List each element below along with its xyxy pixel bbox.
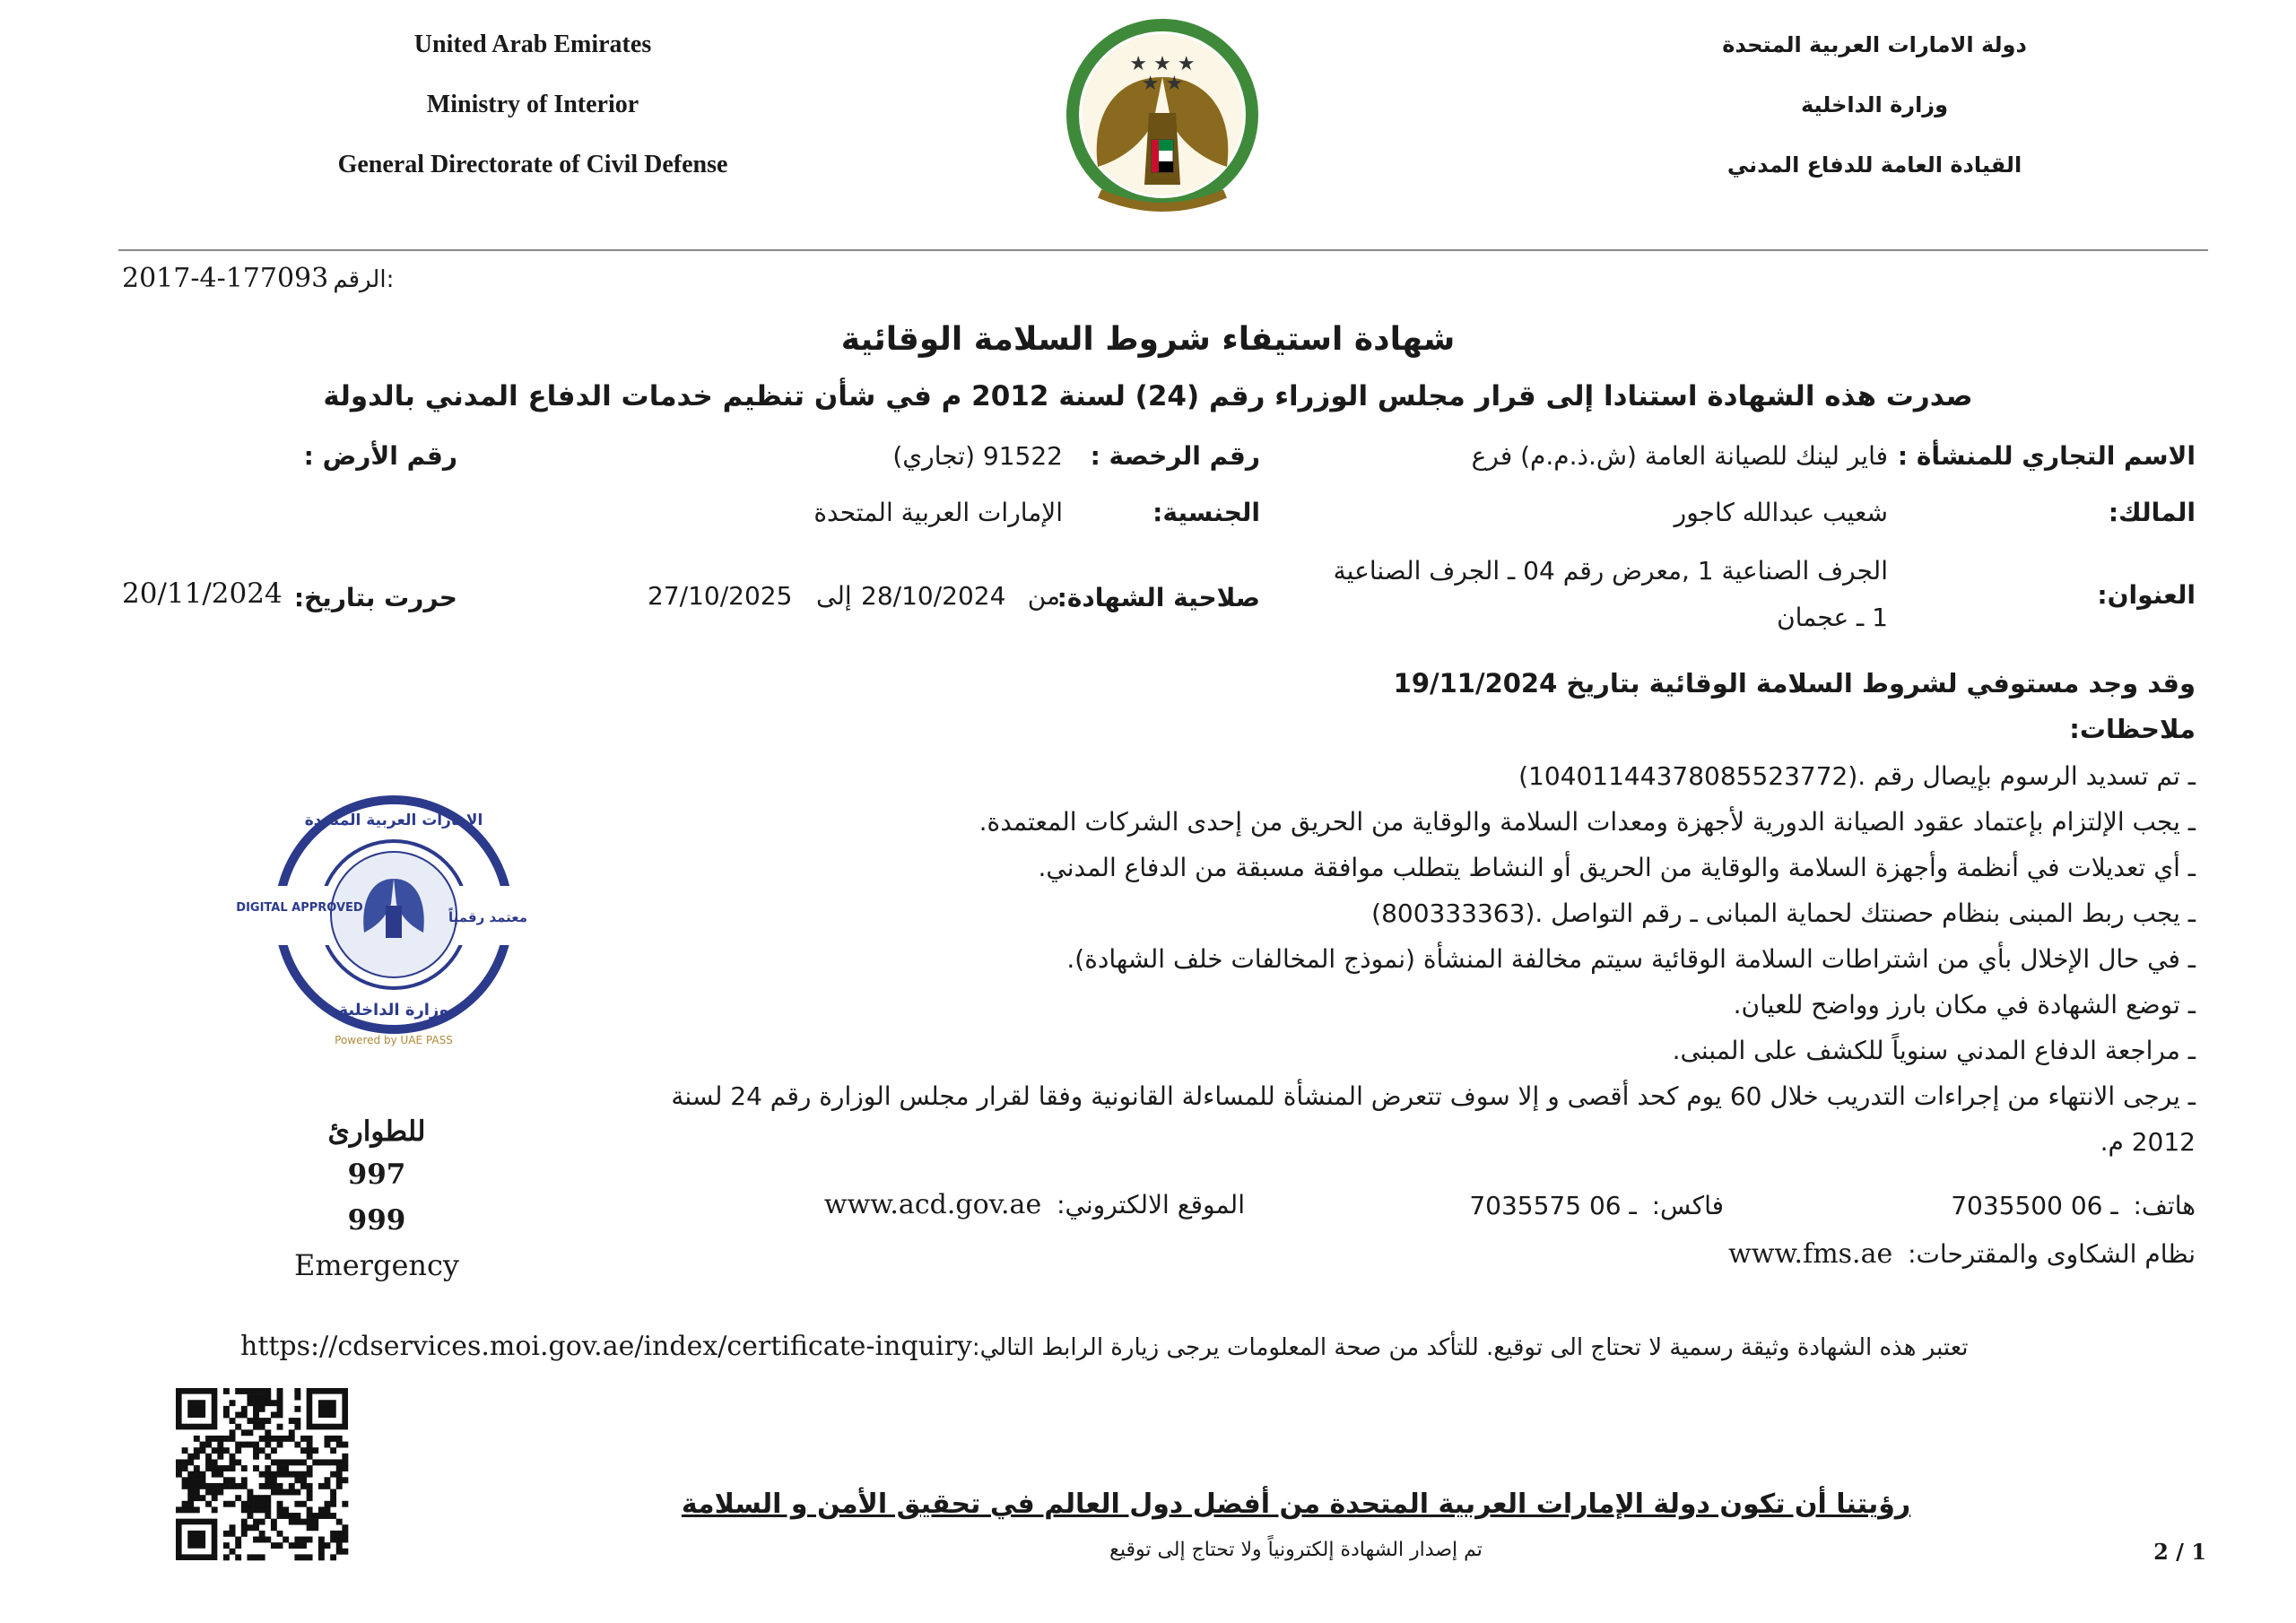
trade-name-label: الاسم التجاري للمنشأة : (1897, 441, 2196, 471)
note-item: ـ توضع الشهادة في مكان بارز وواضح للعيان. (1733, 990, 2196, 1020)
compliance-statement: وقد وجد مستوفي لشروط السلامة الوقائية بتاريخ 19/11/2024 (1393, 668, 2196, 699)
complaints (1728, 1238, 2196, 1270)
certificate-title: شهادة استيفاء شروط السلامة الوقائية (840, 321, 1456, 358)
issued-date-value: 20/11/2024 (122, 577, 283, 610)
note-item: ـ يجب الإلتزام بإعتماد عقود الصيانة الدورية لأجهزة ومعدات السلامة والوقاية من الحريق من إحدى الشركات المعتمدة. (978, 807, 2196, 837)
stamp-top-text: الإمارات العربية المتحدة (304, 812, 483, 829)
nationality-value: الإمارات العربية المتحدة (813, 498, 1063, 527)
license-number-label: رقم الرخصة : (1090, 441, 1260, 471)
note-item: ـ تم تسديد الرسوم بإيصال رقم .(10401144378085523772) (1518, 761, 2196, 791)
digital-approved-stamp (236, 789, 528, 1049)
reference-number (122, 263, 394, 294)
stamp-powered-text: Powered by UAE PASS (335, 1034, 453, 1046)
emergency-label-ar: للطوارئ (327, 1115, 426, 1148)
page-number: 2 / 1 (2153, 1539, 2206, 1565)
moi-emblem-logo (1064, 14, 1261, 230)
vision-text: رؤيتنا أن تكون دولة الإمارات العربية المتحدة من أفضل دول العالم في تحقيق الأمن و السلامة (681, 1488, 1911, 1520)
phone-value: 7035500 ـ 06 (1951, 1191, 2118, 1220)
emergency-label-en: Emergency (294, 1248, 459, 1282)
trade-name-value: فاير لينك للصيانة العامة (ش.ذ.م.م) فرع (1471, 441, 1888, 471)
emergency-number-997: 997 (347, 1159, 406, 1191)
qr-code[interactable] (176, 1388, 348, 1560)
phone (1951, 1191, 2196, 1220)
svg-text:★ ★: ★ ★ (1141, 73, 1184, 95)
note-item: ـ في حال الإخلال بأي من اشتراطات السلامة الوقائية سيتم مخالفة المنشأة (نموذج المخالفات خلف الشهادة). (1066, 944, 2196, 974)
verify-text: تعتبر هذه الشهادة وثيقة رسمية لا تحتاج الى توقيع. للتأكد من صحة المعلومات يرجى زيارة الرابط التالي: (971, 1334, 1969, 1361)
complaints-label: نظام الشكاوى والمقترحات: (1908, 1239, 2196, 1269)
issued-date-label: حررت بتاريخ: (293, 583, 457, 612)
fax-label: فاكس: (1651, 1191, 1724, 1220)
reference-number-label: الرقم: (333, 266, 395, 293)
header-en-ministry: Ministry of Interior (426, 91, 639, 118)
validity-to-label: إلى (816, 581, 852, 611)
stamp-left-text: DIGITAL APPROVED (236, 901, 363, 915)
svg-text:★ ★ ★: ★ ★ ★ (1129, 53, 1196, 75)
nationality-label: الجنسية: (1152, 498, 1260, 527)
fax (1469, 1191, 1724, 1220)
reference-number-value: 2017-4-177093 (122, 263, 329, 294)
phone-label: هاتف: (2133, 1191, 2196, 1220)
verify-line (240, 1331, 1969, 1362)
owner-value: شعيب عبدالله كاجور (1674, 498, 1888, 527)
header-ar-ministry: وزارة الداخلية (1800, 92, 1949, 117)
owner-label: المالك: (2108, 498, 2196, 527)
header-en-directorate: General Directorate of Civil Defense (337, 151, 728, 178)
website (824, 1189, 1245, 1220)
land-number-label: رقم الأرض : (303, 441, 457, 471)
footer-note: تم إصدار الشهادة إلكترونياً ولا تحتاج إلى توقيع (1109, 1539, 1483, 1561)
validity-label: صلاحية الشهادة: (1057, 583, 1260, 612)
stamp-bottom-text: وزارة الداخلية (338, 1001, 449, 1020)
license-number-value: 91522 (تجاري) (892, 441, 1063, 471)
certificate-subtitle: صدرت هذه الشهادة استنادا إلى قرار مجلس الوزراء رقم (24) لسنة 2012 م في شأن تنظيم خدمات الدفاع المدني بالدولة (323, 380, 1973, 412)
note-item: ـ مراجعة الدفاع المدني سنوياً للكشف على المبنى. (1672, 1036, 2196, 1065)
header-ar-directorate: القيادة العامة للدفاع المدني (1726, 152, 2022, 178)
note-item: ـ أي تعديلات في أنظمة وأجهزة السلامة والوقاية من الحريق أو النشاط يتطلب موافقة مسبقة من الدفاع المدني. (1038, 853, 2196, 882)
website-label: الموقع الالكتروني: (1057, 1190, 1245, 1219)
notes-list (671, 753, 2196, 1165)
verify-url[interactable]: https://cdservices.moi.gov.ae/index/certificate-inquiry (240, 1331, 972, 1362)
address-line-2: 1 ـ عجمان (1777, 603, 1888, 632)
header-divider (118, 249, 2208, 251)
vision-statement (0, 1488, 2296, 1520)
address-label: العنوان: (2097, 580, 2196, 610)
complaints-link[interactable]: www.fms.ae (1728, 1238, 1893, 1270)
fax-value: 7035575 ـ 06 (1469, 1191, 1637, 1220)
header-en-country: United Arab Emirates (413, 30, 652, 58)
validity-from-label: من (1027, 581, 1060, 611)
emergency-number-999: 999 (347, 1204, 406, 1237)
website-link[interactable]: www.acd.gov.ae (823, 1189, 1042, 1220)
note-item: ـ يرجى الانتهاء من إجراءات التدريب خلال 60 يوم كحد أقصى و إلا سوف تتعرض المنشأة للمساءلة القانونية وفقا لقرار مجلس الوزارة رقم 24 لسنة 2012 م. (671, 1081, 2196, 1157)
address-line-1: الجرف الصناعية 1 ,معرض رقم 04 ـ الجرف الصناعية (1333, 556, 1888, 586)
note-item: ـ يجب ربط المبنى بنظام حصنتك لحماية المبانى ـ رقم التواصل .(800333363) (1371, 898, 2196, 928)
header-ar-country: دولة الامارات العربية المتحدة (1722, 32, 2027, 57)
validity-to-date: 27/10/2025 (648, 581, 793, 611)
notes-title: ملاحظات: (2069, 714, 2196, 744)
stamp-right-text: معتمد رقمياً (448, 909, 528, 925)
validity-from-date: 28/10/2024 (861, 581, 1006, 611)
